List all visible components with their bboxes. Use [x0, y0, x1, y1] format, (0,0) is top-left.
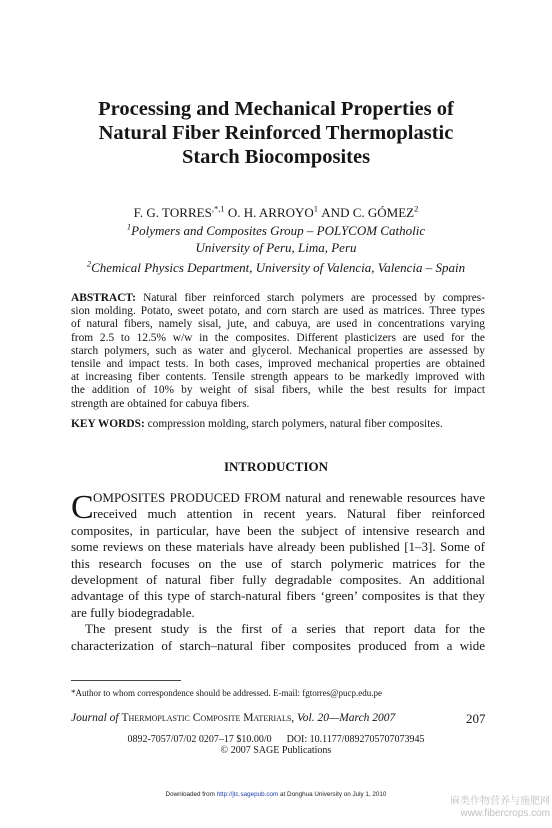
abstract-line: at increasing fiber contents. Tensile strength appears to be markedly improved with	[71, 371, 485, 384]
abstract-line: from 2.5 to 12.5% w/w in the composites. Different plasticizers are used for the	[71, 331, 485, 344]
journal-citation: Journal of Thermoplastic Composite Materials, Vol. 20—March 2007	[71, 712, 396, 724]
author-torres: F. G. $TORRES^{,*,1}$	[133, 203, 225, 220]
author-conjunction: AND	[321, 205, 350, 220]
body-line: are fully biodegradable.	[71, 604, 195, 620]
introduction-body	[71, 490, 485, 654]
doi-line: 0892-7057/07/02 0207–17 $10.00/0 DOI: 10.1177/0892705707073945	[127, 734, 425, 745]
download-notice: Downloaded from http://jtc.sagepub.com at Donghua University on July 1, 2010	[165, 791, 387, 798]
abstract-line: strength are obtained for cabuya fibers.	[71, 397, 250, 410]
author-list	[30, 205, 522, 221]
body-line: composites, in particular, have been the subject of intensive research and	[71, 522, 485, 538]
title-line: Starch Biocomposites	[181, 146, 371, 168]
body-line: advantage of this type of starch-natural fibers ‘green’ composites is that they	[71, 588, 485, 604]
keywords-label: KEY WORDS:	[71, 418, 145, 430]
download-link[interactable]: http://jtc.sagepub.com	[216, 791, 279, 798]
page-number: 207	[466, 711, 486, 726]
body-line: The present study is the first of a series that report data for the	[85, 621, 485, 637]
author-gomez: C. GÓMEZ$^2$	[352, 203, 419, 220]
body-line: this research focuses on the use of starch polymeric matrices for the	[71, 555, 485, 571]
keywords-text: compression molding, starch polymers, natural fiber composites.	[144, 418, 443, 430]
abstract-line: tensile and impact tests. In both cases, improved mechanical properties are obtained	[71, 357, 485, 370]
paper-title	[40, 97, 512, 169]
footnote: *Author to whom correspondence should be addressed. E-mail: fgtorres@pucp.edu.pe	[71, 688, 382, 698]
body-line: characterization of starch–natural fiber composites produced from a wide	[71, 637, 485, 653]
abstract	[71, 292, 485, 411]
abstract-line: sion molding. Potato, sweet potato, and corn starch are used as matrices. Three types	[71, 305, 485, 318]
site-watermark: 麻类作物营养与施肥网 www.fibercrops.com	[450, 796, 550, 819]
body-line: some reviews on these materials have already been published [1–3]. Some of	[71, 539, 485, 555]
title-line: Natural Fiber Reinforced Thermoplastic	[98, 122, 454, 144]
title-line: Processing and Mechanical Properties of	[98, 98, 454, 120]
body-line: OMPOSITES PRODUCED FROM natural and renewable resources have	[93, 490, 485, 505]
copyright-line: © 2007 SAGE Publications	[220, 745, 332, 756]
section-heading-introduction: INTRODUCTION	[223, 459, 328, 474]
abstract-label: ABSTRACT:	[71, 292, 136, 304]
body-line: received much attention in recent years. Natural fiber reinforced	[93, 506, 485, 522]
abstract-line: starch polymers, such as water and glycerol. Mechanical properties are assessed by	[71, 344, 485, 357]
body-line: development of natural fiber fully degradable composites. An additional	[71, 571, 485, 587]
affiliation-1: $^1$Polymers and Composites Group – POLYCOM Catholic University of Peru, Lima, Peru	[126, 221, 426, 255]
publication-info	[0, 734, 552, 756]
abstract-line: the addition of 10% by weight of sisal fibers, while the best results for impact	[71, 384, 485, 397]
drop-cap: C	[71, 489, 94, 526]
abstract-line: ABSTRACT: Natural fiber reinforced starch polymers are processed by compres-	[71, 292, 485, 304]
keywords	[71, 418, 443, 430]
affiliation-2: $^2$Chemical Physics Department, University of Valencia, Valencia – Spain	[86, 258, 466, 275]
author-arroyo: O. H. ARROYO$^1$	[227, 203, 319, 220]
footnote-rule	[71, 680, 181, 681]
abstract-line: of natural fibers, namely sisal, jute, and cabuya, are used in concentrations varying	[71, 318, 485, 331]
